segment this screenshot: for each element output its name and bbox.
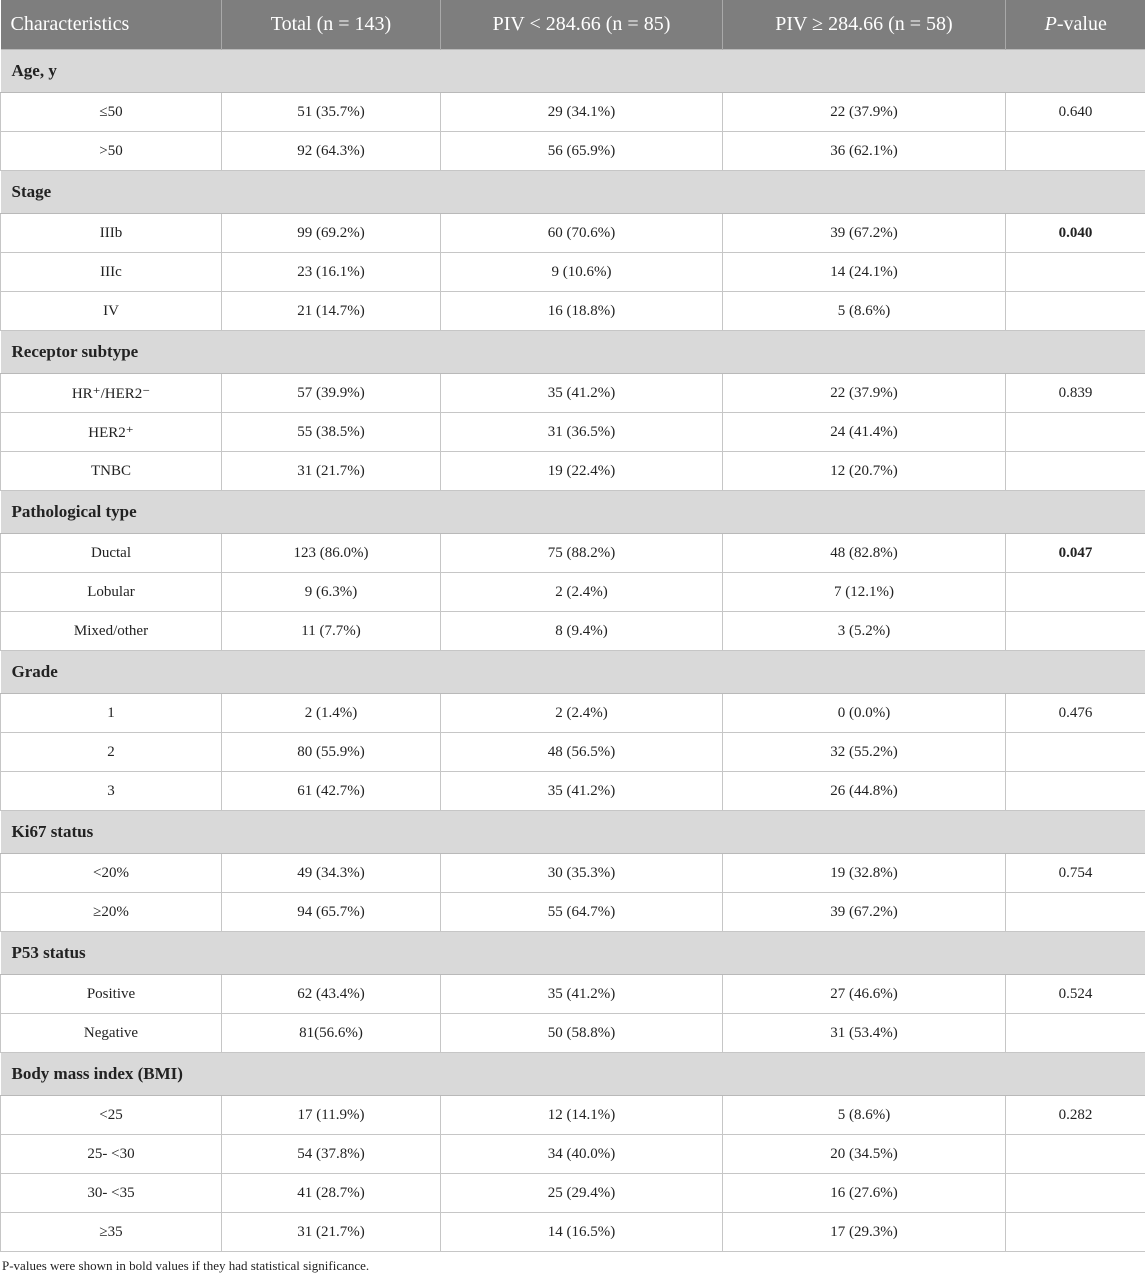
piv-high-cell: 5 (8.6%) [723,292,1006,331]
table-row [1,413,1145,452]
category-cell: IIIb [1,214,222,253]
group-header-row [1,171,1145,214]
header-characteristics: Characteristics [1,0,222,50]
category-cell: Mixed/other [1,612,222,651]
p-value-cell [1006,292,1145,331]
p-value-cell: 0.754 [1006,854,1145,893]
p-value-cell [1006,893,1145,932]
piv-high-cell: 31 (53.4%) [723,1014,1006,1053]
p-value-cell [1006,253,1145,292]
group-title: Body mass index (BMI) [1,1053,1145,1096]
total-cell: 94 (65.7%) [222,893,441,932]
piv-high-cell: 24 (41.4%) [723,413,1006,452]
p-value-cell [1006,452,1145,491]
piv-low-cell: 9 (10.6%) [441,253,723,292]
total-cell: 99 (69.2%) [222,214,441,253]
table-row [1,214,1145,253]
piv-low-cell: 35 (41.2%) [441,772,723,811]
piv-low-cell: 75 (88.2%) [441,534,723,573]
piv-low-cell: 35 (41.2%) [441,374,723,413]
total-cell: 9 (6.3%) [222,573,441,612]
group-title: Age, y [1,50,1145,93]
piv-high-cell: 27 (46.6%) [723,975,1006,1014]
category-cell: ≥35 [1,1213,222,1252]
group-title: Ki67 status [1,811,1145,854]
piv-low-cell: 48 (56.5%) [441,733,723,772]
total-cell: 49 (34.3%) [222,854,441,893]
header-total: Total (n = 143) [222,0,441,50]
piv-low-cell: 19 (22.4%) [441,452,723,491]
table-row [1,93,1145,132]
category-cell: Negative [1,1014,222,1053]
group-title: P53 status [1,932,1145,975]
table-row [1,534,1145,573]
p-value-cell: 0.040 [1006,214,1145,253]
category-cell: Positive [1,975,222,1014]
category-cell: <25 [1,1096,222,1135]
table-row [1,292,1145,331]
piv-low-cell: 60 (70.6%) [441,214,723,253]
category-cell: 3 [1,772,222,811]
p-value-cell [1006,132,1145,171]
header-piv-low: PIV < 284.66 (n = 85) [441,0,723,50]
category-cell: HER2⁺ [1,413,222,452]
footnote: P-values were shown in bold values if they had statistical significance. [2,1258,370,1273]
total-cell: 55 (38.5%) [222,413,441,452]
total-cell: 31 (21.7%) [222,1213,441,1252]
group-header-row [1,50,1145,93]
category-cell: Lobular [1,573,222,612]
p-value-cell [1006,612,1145,651]
table-row [1,253,1145,292]
p-value-cell [1006,1014,1145,1053]
table-row [1,452,1145,491]
total-cell: 92 (64.3%) [222,132,441,171]
group-title: Pathological type [1,491,1145,534]
piv-high-cell: 20 (34.5%) [723,1135,1006,1174]
p-value-cell: 0.282 [1006,1096,1145,1135]
category-cell: ≤50 [1,93,222,132]
group-header-row [1,651,1145,694]
category-cell: >50 [1,132,222,171]
table-row [1,1135,1145,1174]
p-value-cell: 0.640 [1006,93,1145,132]
total-cell: 80 (55.9%) [222,733,441,772]
category-cell: Ductal [1,534,222,573]
table-row [1,1014,1145,1053]
p-value-cell [1006,1174,1145,1213]
total-cell: 41 (28.7%) [222,1174,441,1213]
table-row [1,694,1145,733]
category-cell: HR⁺/HER2⁻ [1,374,222,413]
piv-low-cell: 30 (35.3%) [441,854,723,893]
total-cell: 2 (1.4%) [222,694,441,733]
piv-high-cell: 3 (5.2%) [723,612,1006,651]
piv-low-cell: 14 (16.5%) [441,1213,723,1252]
total-cell: 57 (39.9%) [222,374,441,413]
total-cell: 54 (37.8%) [222,1135,441,1174]
table-row [1,854,1145,893]
piv-low-cell: 2 (2.4%) [441,694,723,733]
group-header-row [1,491,1145,534]
piv-low-cell: 29 (34.1%) [441,93,723,132]
piv-low-cell: 55 (64.7%) [441,893,723,932]
table-row [1,893,1145,932]
p-value-cell: 0.047 [1006,534,1145,573]
piv-low-cell: 35 (41.2%) [441,975,723,1014]
piv-high-cell: 39 (67.2%) [723,214,1006,253]
piv-high-cell: 12 (20.7%) [723,452,1006,491]
group-title: Stage [1,171,1145,214]
table-row [1,772,1145,811]
total-cell: 62 (43.4%) [222,975,441,1014]
p-value-cell [1006,772,1145,811]
group-header-row [1,331,1145,374]
total-cell: 31 (21.7%) [222,452,441,491]
piv-high-cell: 48 (82.8%) [723,534,1006,573]
category-cell: IV [1,292,222,331]
group-title: Grade [1,651,1145,694]
total-cell: 21 (14.7%) [222,292,441,331]
piv-low-cell: 16 (18.8%) [441,292,723,331]
piv-high-cell: 22 (37.9%) [723,93,1006,132]
table-row [1,132,1145,171]
table-row [1,975,1145,1014]
p-value-cell [1006,573,1145,612]
piv-low-cell: 31 (36.5%) [441,413,723,452]
category-cell: <20% [1,854,222,893]
piv-high-cell: 22 (37.9%) [723,374,1006,413]
piv-high-cell: 36 (62.1%) [723,132,1006,171]
table-row [1,1213,1145,1252]
total-cell: 61 (42.7%) [222,772,441,811]
group-header-row [1,1053,1145,1096]
total-cell: 11 (7.7%) [222,612,441,651]
category-cell: 2 [1,733,222,772]
table-row [1,374,1145,413]
p-value-cell [1006,1135,1145,1174]
piv-low-cell: 25 (29.4%) [441,1174,723,1213]
piv-high-cell: 0 (0.0%) [723,694,1006,733]
piv-low-cell: 56 (65.9%) [441,132,723,171]
table-row [1,573,1145,612]
group-header-row [1,932,1145,975]
piv-high-cell: 26 (44.8%) [723,772,1006,811]
category-cell: TNBC [1,452,222,491]
piv-high-cell: 7 (12.1%) [723,573,1006,612]
group-header-row [1,811,1145,854]
category-cell: 1 [1,694,222,733]
piv-high-cell: 5 (8.6%) [723,1096,1006,1135]
table-body [1,50,1145,1252]
total-cell: 81(56.6%) [222,1014,441,1053]
p-value-cell: 0.839 [1006,374,1145,413]
piv-high-cell: 17 (29.3%) [723,1213,1006,1252]
total-cell: 51 (35.7%) [222,93,441,132]
header-p-italic: P [1044,13,1057,35]
p-value-cell [1006,1213,1145,1252]
p-value-cell [1006,413,1145,452]
category-cell: IIIc [1,253,222,292]
header-p-rest: -value [1056,13,1107,35]
piv-low-cell: 2 (2.4%) [441,573,723,612]
piv-high-cell: 19 (32.8%) [723,854,1006,893]
total-cell: 23 (16.1%) [222,253,441,292]
table-row [1,733,1145,772]
piv-low-cell: 8 (9.4%) [441,612,723,651]
table-header [1,0,1145,50]
table-row [1,612,1145,651]
piv-high-cell: 14 (24.1%) [723,253,1006,292]
category-cell: 30- <35 [1,1174,222,1213]
category-cell: 25- <30 [1,1135,222,1174]
piv-high-cell: 32 (55.2%) [723,733,1006,772]
piv-high-cell: 16 (27.6%) [723,1174,1006,1213]
header-piv-high: PIV ≥ 284.66 (n = 58) [723,0,1006,50]
group-title: Receptor subtype [1,331,1145,374]
table-row [1,1096,1145,1135]
piv-low-cell: 34 (40.0%) [441,1135,723,1174]
p-value-cell: 0.476 [1006,694,1145,733]
total-cell: 17 (11.9%) [222,1096,441,1135]
piv-low-cell: 50 (58.8%) [441,1014,723,1053]
piv-low-cell: 12 (14.1%) [441,1096,723,1135]
piv-high-cell: 39 (67.2%) [723,893,1006,932]
p-value-cell: 0.524 [1006,975,1145,1014]
header-p-value [1006,0,1145,50]
p-value-cell [1006,733,1145,772]
category-cell: ≥20% [1,893,222,932]
table-row [1,1174,1145,1213]
total-cell: 123 (86.0%) [222,534,441,573]
